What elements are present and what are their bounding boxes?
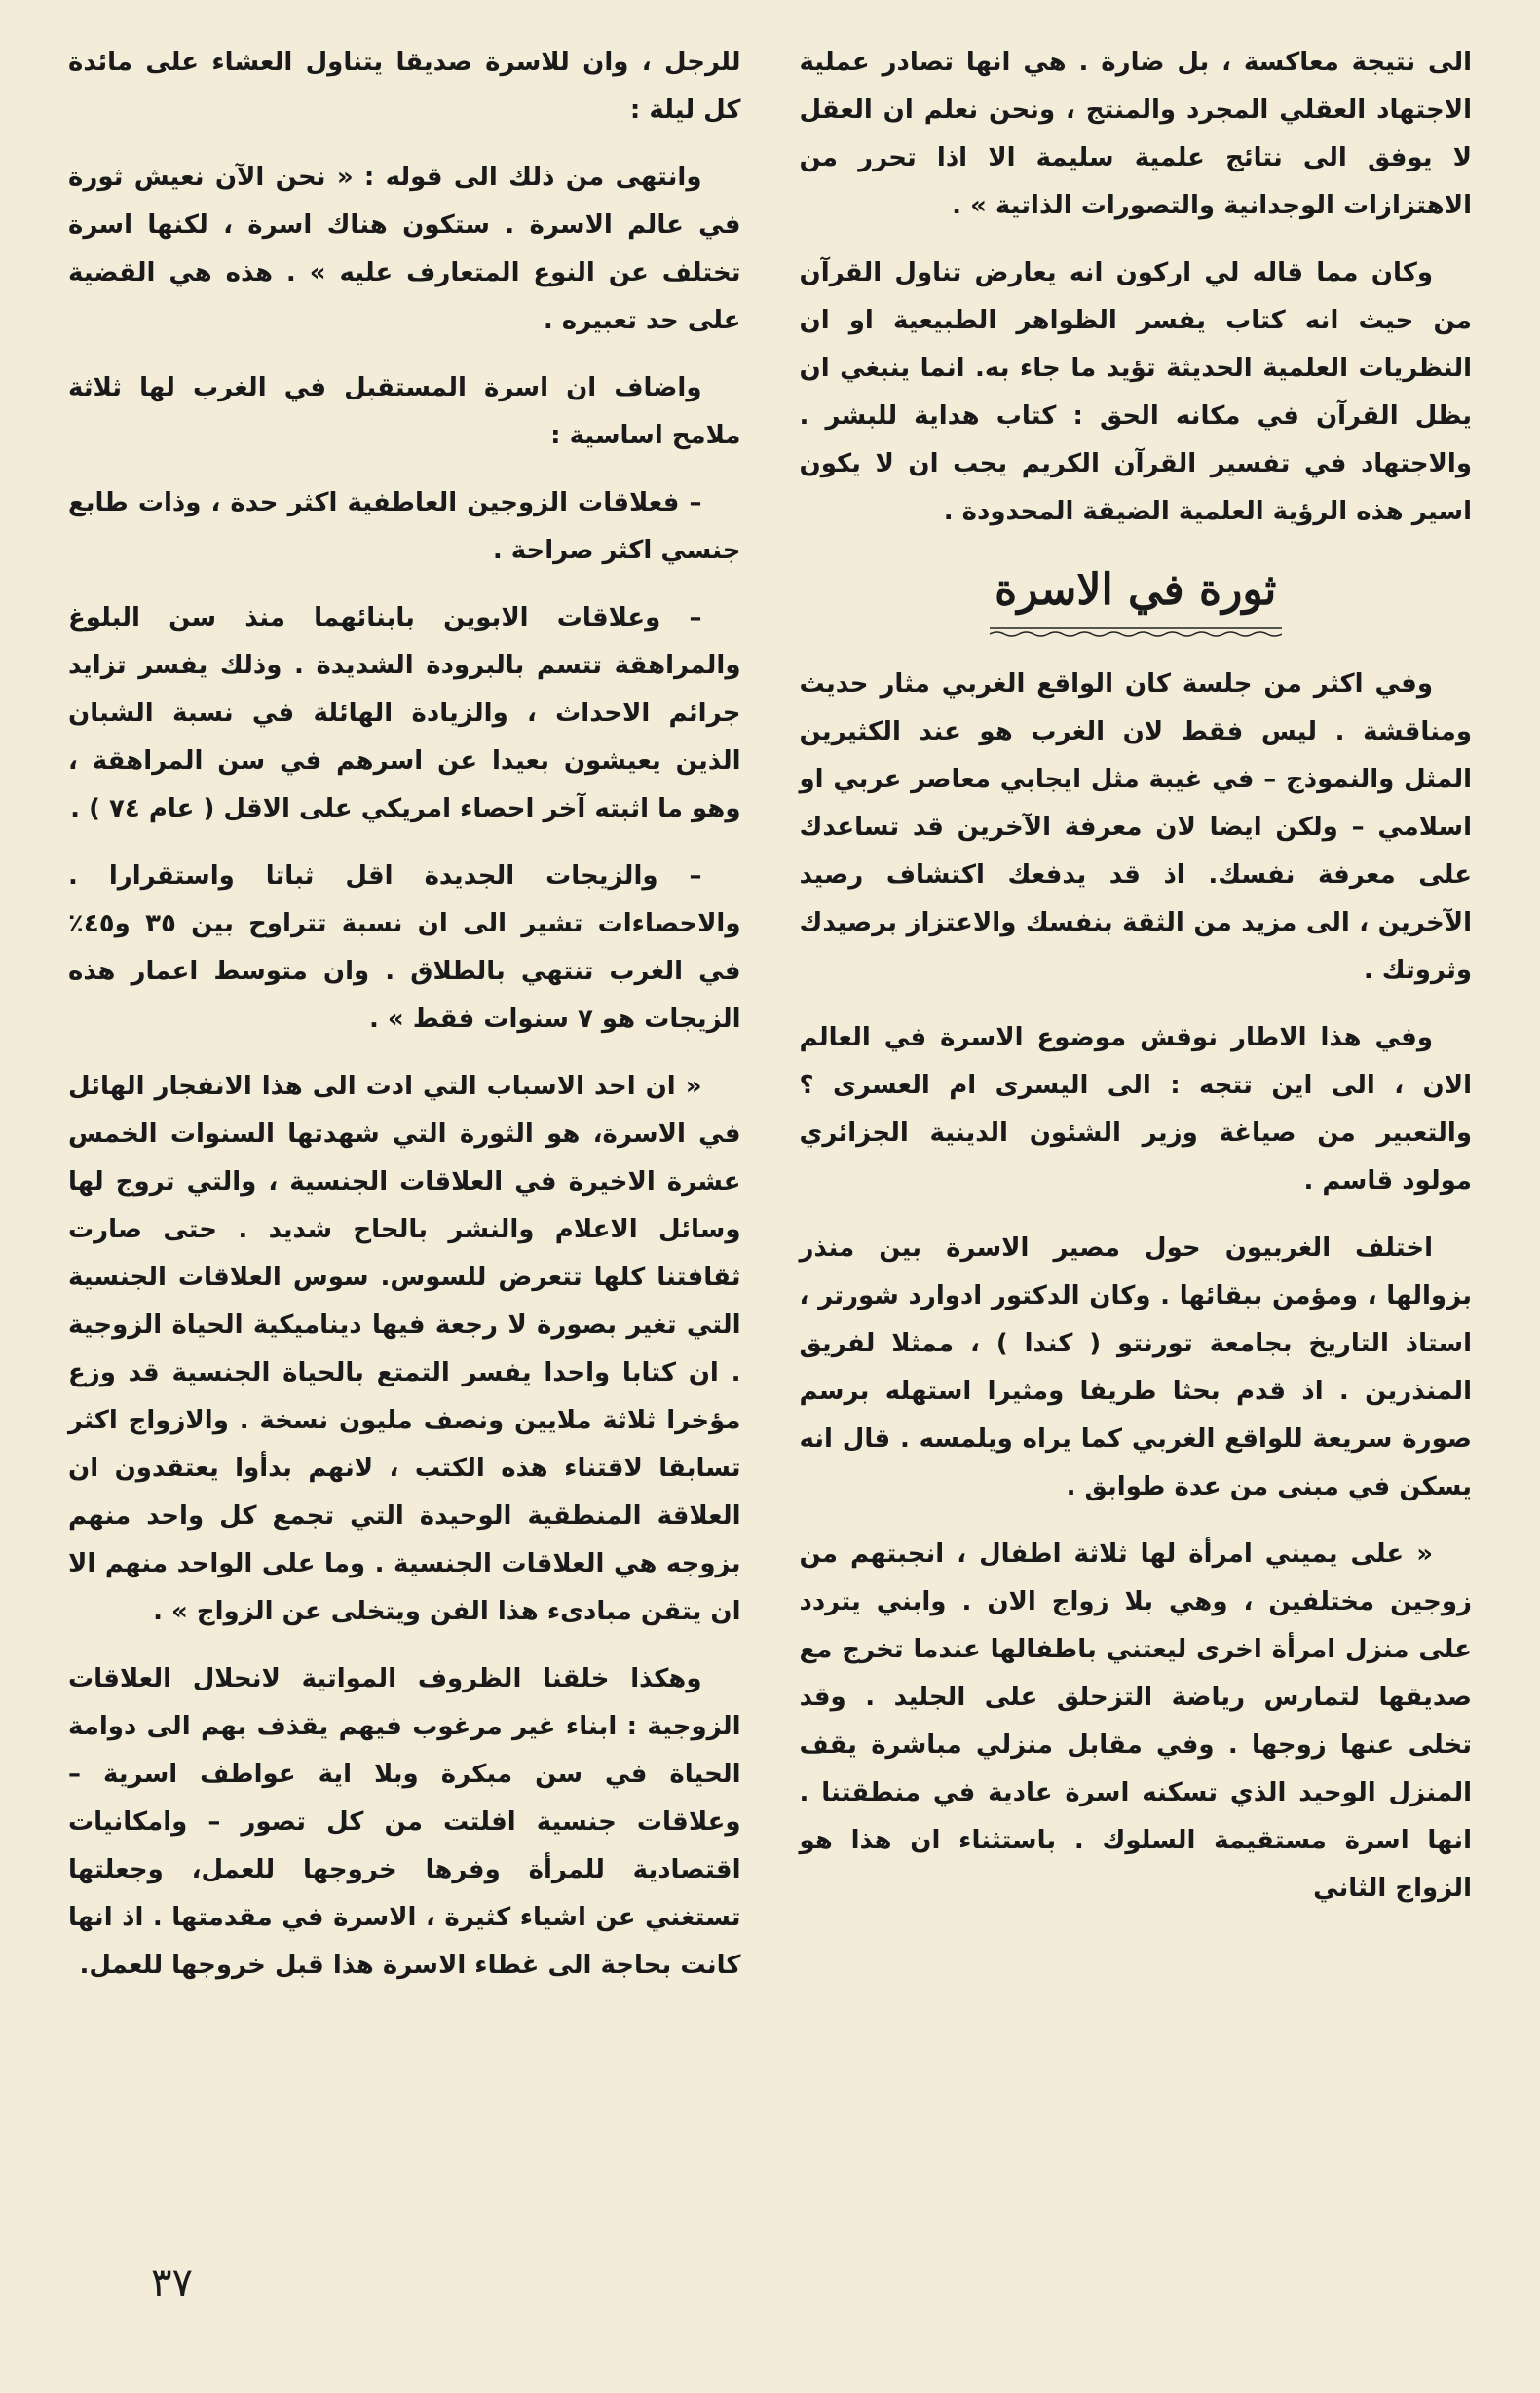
paragraph: وهكذا خلقنا الظروف المواتية لانحلال العلاقات الزوجية : ابناء غير مرغوب فيهم يقذف بهم الى دوامة الحياة في سن مبكرة وبلا اية عواطف اسرية – وعلاقات جنسية افلتت من كل تصور – وامكانيات اقتصادية للمرأة وفرها خروجها للعمل، وجعلتها تستغني عن اشياء كثيرة ، الاسرة في مقدمتها . اذ انها كانت بحاجة الى غطاء الاسرة هذا قبل خروجها للعمل. — [68, 1664, 741, 1980]
paragraph: الى نتيجة معاكسة ، بل ضارة . هي انها تصادر عملية الاجتهاد العقلي المجرد والمنتج ، ونحن نعلم ان العقل لا يوفق الى نتائج علمية سليمة الا اذا تحرر من الاهتزازات الوجدانية والتصورات الذاتية » . — [799, 48, 1472, 220]
page-number: ٣٧ — [151, 2260, 193, 2305]
paragraph: للرجل ، وان للاسرة صديقا يتناول العشاء على مائدة كل ليلة : — [68, 48, 741, 125]
section-title: ثورة في الاسرة — [995, 565, 1277, 615]
paragraph: وكان مما قاله لي اركون انه يعارض تناول القرآن من حيث انه كتاب يفسر الظواهر الطبيعية او ان النظريات العلمية الحديثة تؤيد ما جاء به. انما ينبغي ان يظل القرآن في مكانه الحق : كتاب هداية للبشر . والاجتهاد في تفسير القرآن الكريم يجب ان لا يكون اسير هذه الرؤية العلمية الضيقة المحدودة . — [799, 258, 1472, 526]
paragraph: – فعلاقات الزوجين العاطفية اكثر حدة ، وذات طابع جنسي اكثر صراحة . — [68, 488, 741, 565]
paragraph: وانتهى من ذلك الى قوله : « نحن الآن نعيش ثورة في عالم الاسرة . ستكون هناك اسرة ، لكنها اسرة تختلف عن النوع المتعارف عليه » . هذه هي القضية على حد تعبيره . — [68, 163, 741, 335]
paragraph: « ان احد الاسباب التي ادت الى هذا الانفجار الهائل في الاسرة، هو الثورة التي شهدتها السنوات الخمس عشرة الاخيرة في العلاقات الجنسية ، والتي تروج لها وسائل الاعلام والنشر بالحاح شديد . حتى صارت ثقافتنا كلها تتعرض للسوس. سوس العلاقات الجنسية التي تغير بصورة لا رجعة فيها ديناميكية الحياة الزوجية . ان كتابا واحدا يفسر التمتع بالحياة الجنسية قد وزع مؤخرا ثلاثة ملايين ونصف مليون نسخة . والازواج اكثر تسابقا لاقتناء هذه الكتب ، لانهم بدأوا يعتقدون ان العلاقة المنطقية الوحيدة التي تجمع كل واحد منهم بزوجه هي العلاقات الجنسية . وما على الواحد منهم الا ان يتقن مبادىء هذا الفن ويتخلى عن الزواج » . — [68, 1072, 741, 1626]
paragraph: – والزيجات الجديدة اقل ثباتا واستقرارا . والاحصاءات تشير الى ان نسبة تتراوح بين ٣٥ و٤٥٪ في الغرب تنتهي بالطلاق . وان متوسط اعمار هذه الزيجات هو ٧ سنوات فقط » . — [68, 861, 741, 1034]
left-column — [68, 39, 741, 2183]
decorative-underline — [990, 626, 1282, 637]
paragraph: – وعلاقات الابوين بابنائهما منذ سن البلوغ والمراهقة تتسم بالبرودة الشديدة . وذلك يفسر تزايد جرائم الاحداث ، والزيادة الهائلة في نسبة الشبان الذين يعيشون بعيدا عن اسرهم في سن المراهقة ، وهو ما اثبته آخر احصاء امريكي على الاقل ( عام ٧٤ ) . — [68, 603, 741, 823]
paragraph: وفي هذا الاطار نوقش موضوع الاسرة في العالم الان ، الى اين تتجه : الى اليسرى ام العسرى ؟ والتعبير من صياغة وزير الشئون الدينية الجزائري مولود قاسم . — [799, 1023, 1472, 1196]
paragraph: اختلف الغربيون حول مصير الاسرة بين منذر بزوالها ، ومؤمن ببقائها . وكان الدكتور ادوارد شورتر ، استاذ التاريخ بجامعة تورنتو ( كندا ) ، ممثلا لفريق المنذرين . اذ قدم بحثا طريفا ومثيرا استهله برسم صورة سريعة للواقع الغربي كما يراه ويلمسه . قال انه يسكن في مبنى من عدة طوابق . — [799, 1234, 1472, 1501]
section-heading — [800, 561, 1473, 637]
paragraph: وفي اكثر من جلسة كان الواقع الغربي مثار حديث ومناقشة . ليس فقط لان الغرب هو عند الكثيرين المثل والنموذج – في غيبة مثل ايجابي معاصر عربي او اسلامي – ولكن ايضا لان معرفة الآخرين قد تساعدك على معرفة نفسك. اذ قد يدفعك اكتشاف رصيد الآخرين ، الى مزيد من الثقة بنفسك والاعتزاز برصيدك وثروتك . — [799, 669, 1472, 985]
right-column — [800, 39, 1473, 2183]
paragraph: واضاف ان اسرة المستقبل في الغرب لها ثلاثة ملامح اساسية : — [68, 373, 741, 450]
text-columns — [68, 39, 1472, 2183]
paragraph: « على يميني امرأة لها ثلاثة اطفال ، انجبتهم من زوجين مختلفين ، وهي بلا زواج الان . وابني يتردد على منزل امرأة اخرى ليعتني باطفالها عندما تخرج مع صديقها لتمارس رياضة التزحلق على الجليد . وقد تخلى عنها زوجها . وفي مقابل منزلي مباشرة يقف المنزل الوحيد الذي تسكنه اسرة عادية في منطقتنا . انها اسرة مستقيمة السلوك . باستثناء ان هذا هو الزواج الثاني — [799, 1539, 1472, 1903]
